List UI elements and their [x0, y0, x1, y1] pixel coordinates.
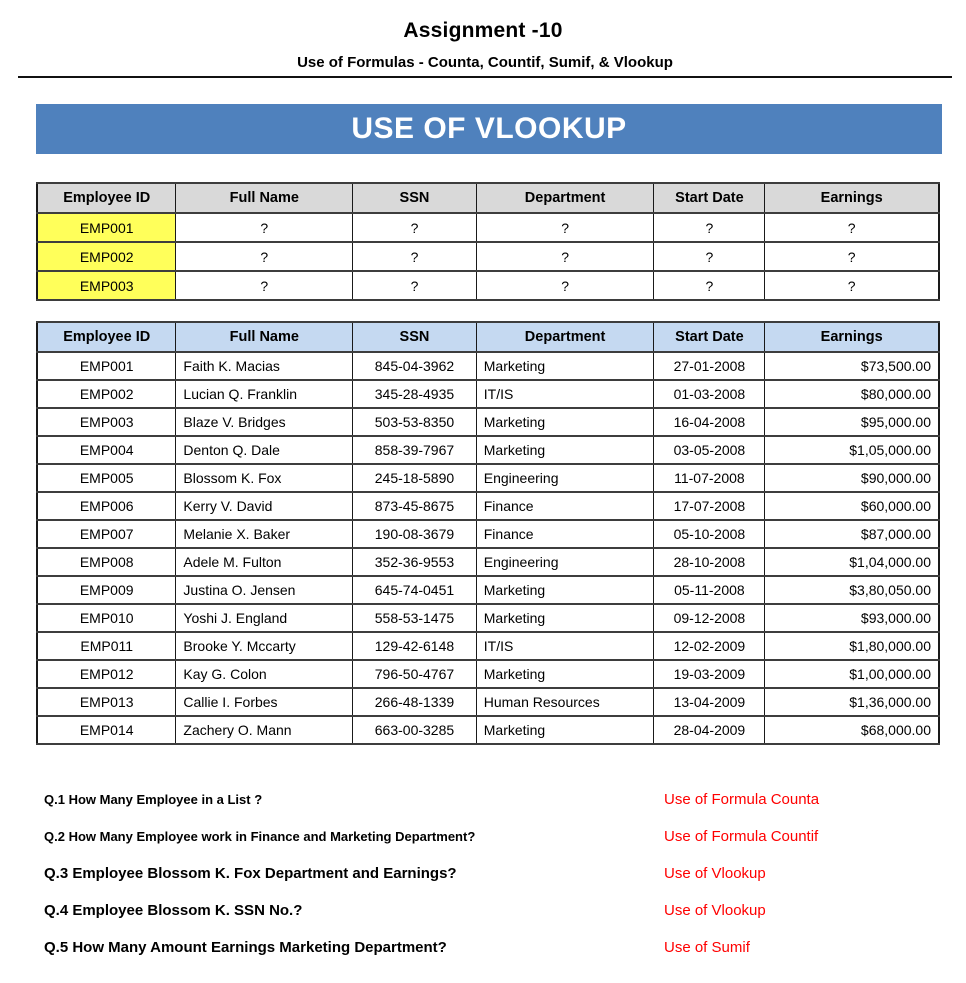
cell-ssn: ? — [353, 242, 477, 271]
lookup-table-header — [37, 183, 939, 213]
cell-id: EMP005 — [37, 464, 176, 492]
cell-id: EMP007 — [37, 520, 176, 548]
cell-id: EMP010 — [37, 604, 176, 632]
table-row — [37, 632, 939, 660]
question-row — [44, 818, 944, 855]
answer-text: Use of Formula Countif — [664, 828, 819, 845]
column-header-full-name: Full Name — [176, 322, 353, 352]
answer-text: Use of Sumif — [664, 939, 750, 956]
table-row — [37, 492, 939, 520]
cell-earnings: $1,36,000.00 — [765, 688, 939, 716]
cell-department: Marketing — [476, 352, 654, 380]
table-row — [37, 716, 939, 744]
table-row — [37, 242, 939, 271]
cell-earnings: ? — [765, 271, 939, 300]
cell-start-date: ? — [654, 242, 765, 271]
column-header-full-name: Full Name — [176, 183, 353, 213]
cell-ssn: 858-39-7967 — [353, 436, 477, 464]
column-header-id: Employee ID — [37, 183, 176, 213]
cell-id: EMP003 — [37, 408, 176, 436]
cell-earnings: $93,000.00 — [765, 604, 939, 632]
cell-department: IT/IS — [476, 632, 654, 660]
table-row — [37, 271, 939, 300]
column-header-earnings: Earnings — [765, 183, 939, 213]
cell-id: EMP013 — [37, 688, 176, 716]
cell-earnings: $80,000.00 — [765, 380, 939, 408]
cell-department: ? — [476, 213, 654, 242]
cell-id: EMP008 — [37, 548, 176, 576]
cell-earnings: $60,000.00 — [765, 492, 939, 520]
cell-start-date: 16-04-2008 — [654, 408, 765, 436]
table-row — [37, 352, 939, 380]
cell-full-name: Yoshi J. England — [176, 604, 353, 632]
question-row — [44, 929, 944, 966]
cell-ssn: 345-28-4935 — [353, 380, 477, 408]
cell-start-date: 05-10-2008 — [654, 520, 765, 548]
cell-start-date: ? — [654, 213, 765, 242]
cell-earnings: $73,500.00 — [765, 352, 939, 380]
table-row — [37, 660, 939, 688]
cell-department: Marketing — [476, 660, 654, 688]
cell-id: EMP012 — [37, 660, 176, 688]
cell-id: EMP014 — [37, 716, 176, 744]
table-row — [37, 436, 939, 464]
cell-department: Marketing — [476, 576, 654, 604]
cell-ssn: 873-45-8675 — [353, 492, 477, 520]
cell-full-name: Denton Q. Dale — [176, 436, 353, 464]
cell-full-name: Zachery O. Mann — [176, 716, 353, 744]
answer-text: Use of Vlookup — [664, 902, 766, 919]
cell-full-name: Kay G. Colon — [176, 660, 353, 688]
cell-full-name: Lucian Q. Franklin — [176, 380, 353, 408]
cell-full-name: Adele M. Fulton — [176, 548, 353, 576]
column-header-department: Department — [476, 183, 654, 213]
cell-ssn: 645-74-0451 — [353, 576, 477, 604]
column-header-start-date: Start Date — [654, 322, 765, 352]
cell-start-date: 12-02-2009 — [654, 632, 765, 660]
cell-earnings: $90,000.00 — [765, 464, 939, 492]
cell-full-name: Blaze V. Bridges — [176, 408, 353, 436]
column-header-id: Employee ID — [37, 322, 176, 352]
cell-full-name: ? — [176, 213, 353, 242]
data-table-header — [37, 322, 939, 352]
cell-id: EMP001 — [37, 352, 176, 380]
cell-earnings: $87,000.00 — [765, 520, 939, 548]
cell-id: EMP004 — [37, 436, 176, 464]
cell-start-date: 19-03-2009 — [654, 660, 765, 688]
cell-earnings: $1,05,000.00 — [765, 436, 939, 464]
header-row — [37, 183, 939, 213]
header-row — [37, 322, 939, 352]
cell-department: ? — [476, 242, 654, 271]
cell-earnings: ? — [765, 242, 939, 271]
cell-id: EMP002 — [37, 242, 176, 271]
cell-start-date: 09-12-2008 — [654, 604, 765, 632]
cell-start-date: 28-10-2008 — [654, 548, 765, 576]
cell-department: Human Resources — [476, 688, 654, 716]
cell-id: EMP003 — [37, 271, 176, 300]
section-banner: USE OF VLOOKUP — [36, 104, 942, 154]
cell-ssn: 266-48-1339 — [353, 688, 477, 716]
cell-earnings: $95,000.00 — [765, 408, 939, 436]
column-header-ssn: SSN — [353, 322, 477, 352]
table-row — [37, 213, 939, 242]
table-row — [37, 548, 939, 576]
employee-data-table — [36, 321, 940, 745]
cell-ssn: ? — [353, 271, 477, 300]
subtitle-rule — [18, 54, 952, 78]
cell-start-date: ? — [654, 271, 765, 300]
cell-id: EMP011 — [37, 632, 176, 660]
cell-id: EMP009 — [37, 576, 176, 604]
lookup-table-body — [37, 213, 939, 300]
cell-full-name: Callie I. Forbes — [176, 688, 353, 716]
answer-text: Use of Formula Counta — [664, 791, 820, 808]
question-text: Q.3 Employee Blossom K. Fox Department and Earnings? — [44, 865, 457, 882]
cell-start-date: 13-04-2009 — [654, 688, 765, 716]
page-title: Assignment -10 — [403, 19, 563, 42]
table-row — [37, 604, 939, 632]
cell-department: ? — [476, 271, 654, 300]
table-row — [37, 408, 939, 436]
cell-earnings: ? — [765, 213, 939, 242]
question-row — [44, 855, 944, 892]
cell-id: EMP001 — [37, 213, 176, 242]
cell-full-name: Kerry V. David — [176, 492, 353, 520]
cell-start-date: 27-01-2008 — [654, 352, 765, 380]
cell-full-name: Justina O. Jensen — [176, 576, 353, 604]
column-header-earnings: Earnings — [765, 322, 939, 352]
table-row — [37, 464, 939, 492]
table-row — [37, 688, 939, 716]
question-text: Q.1 How Many Employee in a List ? — [44, 792, 263, 807]
table-row — [37, 576, 939, 604]
data-table-body — [37, 352, 939, 744]
cell-earnings: $1,80,000.00 — [765, 632, 939, 660]
cell-department: Marketing — [476, 604, 654, 632]
cell-ssn: 796-50-4767 — [353, 660, 477, 688]
cell-full-name: Faith K. Macias — [176, 352, 353, 380]
column-header-ssn: SSN — [353, 183, 477, 213]
cell-ssn: 190-08-3679 — [353, 520, 477, 548]
cell-ssn: 663-00-3285 — [353, 716, 477, 744]
question-text: Q.4 Employee Blossom K. SSN No.? — [44, 902, 303, 919]
cell-department: Marketing — [476, 408, 654, 436]
cell-department: IT/IS — [476, 380, 654, 408]
cell-start-date: 17-07-2008 — [654, 492, 765, 520]
cell-full-name: Brooke Y. Mccarty — [176, 632, 353, 660]
cell-earnings: $1,04,000.00 — [765, 548, 939, 576]
answer-text: Use of Vlookup — [664, 865, 766, 882]
cell-start-date: 03-05-2008 — [654, 436, 765, 464]
cell-full-name: Blossom K. Fox — [176, 464, 353, 492]
cell-department: Engineering — [476, 464, 654, 492]
cell-department: Finance — [476, 492, 654, 520]
cell-start-date: 28-04-2009 — [654, 716, 765, 744]
cell-start-date: 05-11-2008 — [654, 576, 765, 604]
cell-department: Marketing — [476, 436, 654, 464]
cell-earnings: $68,000.00 — [765, 716, 939, 744]
table-row — [37, 520, 939, 548]
cell-ssn: 845-04-3962 — [353, 352, 477, 380]
column-header-start-date: Start Date — [654, 183, 765, 213]
question-text: Q.5 How Many Amount Earnings Marketing Department? — [44, 939, 447, 956]
cell-ssn: 352-36-9553 — [353, 548, 477, 576]
cell-id: EMP006 — [37, 492, 176, 520]
cell-earnings: $1,00,000.00 — [765, 660, 939, 688]
cell-start-date: 01-03-2008 — [654, 380, 765, 408]
cell-start-date: 11-07-2008 — [654, 464, 765, 492]
cell-earnings: $3,80,050.00 — [765, 576, 939, 604]
table-row — [37, 380, 939, 408]
cell-full-name: ? — [176, 271, 353, 300]
cell-full-name: ? — [176, 242, 353, 271]
cell-ssn: 558-53-1475 — [353, 604, 477, 632]
questions-section — [44, 781, 944, 966]
question-row — [44, 892, 944, 929]
cell-ssn: ? — [353, 213, 477, 242]
cell-id: EMP002 — [37, 380, 176, 408]
cell-ssn: 245-18-5890 — [353, 464, 477, 492]
question-text: Q.2 How Many Employee work in Finance and Marketing Department? — [44, 829, 476, 844]
cell-ssn: 503-53-8350 — [353, 408, 477, 436]
cell-full-name: Melanie X. Baker — [176, 520, 353, 548]
cell-department: Engineering — [476, 548, 654, 576]
cell-ssn: 129-42-6148 — [353, 632, 477, 660]
page-subtitle: Use of Formulas - Counta, Countif, Sumif, & Vlookup — [297, 54, 673, 71]
cell-department: Finance — [476, 520, 654, 548]
vlookup-exercise-table — [36, 182, 940, 301]
question-row — [44, 781, 944, 818]
cell-department: Marketing — [476, 716, 654, 744]
column-header-department: Department — [476, 322, 654, 352]
